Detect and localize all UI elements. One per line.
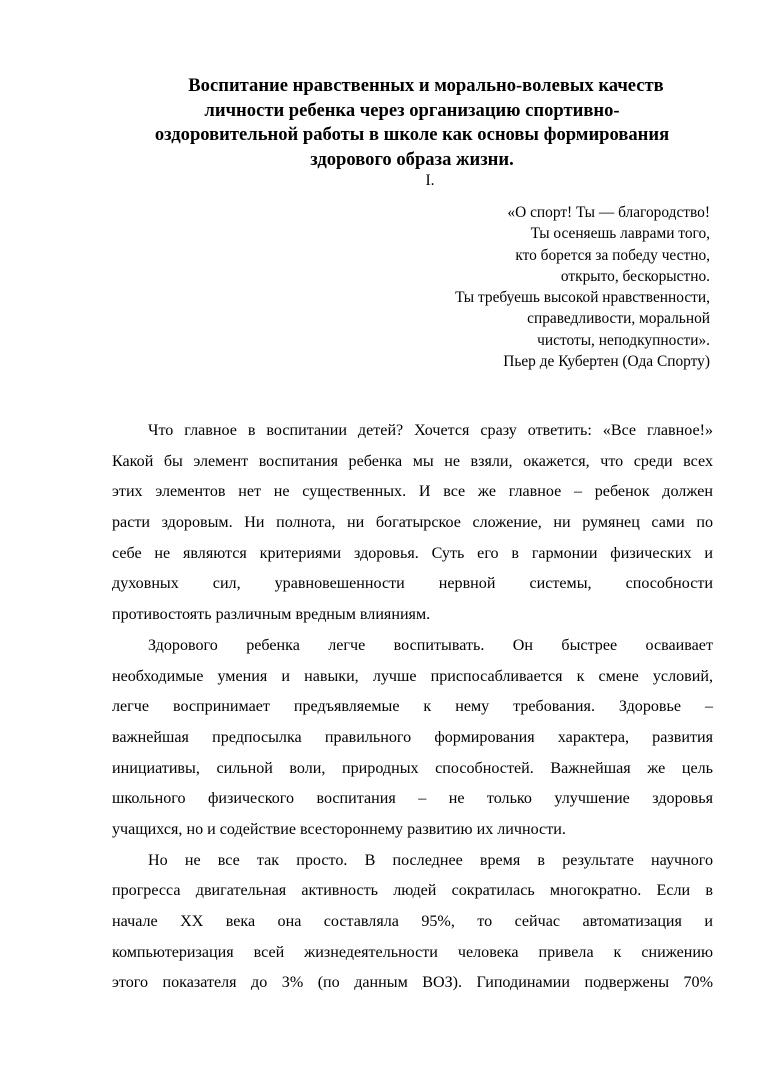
body-text [112, 416, 713, 999]
epigraph-line: открыто, бескорыстно. [560, 267, 710, 285]
text-line: прогресса двигательная активность людей сократилась многократно. Если в [112, 882, 713, 900]
text-line: противостоять различным вредным влияниям. [112, 606, 431, 624]
text-line: компьютеризация всей жизнедеятельности человека привела к снижению [112, 943, 713, 961]
text-line: этого показателя до 3% (по данным ВОЗ). Гиподинамии подвержены 70% [112, 974, 713, 992]
epigraph-line: Ты требуешь высокой нравственности, [455, 289, 710, 307]
text-line: школьного физического воспитания – не только улучшение здоровья [112, 790, 713, 808]
text-line: учащихся, но и содействие всестороннему развитию их личности. [112, 820, 566, 838]
document-title [112, 74, 712, 172]
title-line: личности ребенка через организацию спортивно- [204, 99, 620, 121]
epigraph-line: чистоты, неподкупности». [537, 331, 710, 349]
text-line: Какой бы элемент воспитания ребенка мы не взяли, окажется, что среди всех [112, 452, 713, 470]
epigraph-line: справедливости, моральной [527, 310, 710, 328]
title-line: Воспитание нравственных и морально-волевых качеств [188, 75, 664, 96]
paragraph [112, 846, 713, 999]
text-line: важнейшая предпосылка правильного формирования характера, развития [112, 728, 713, 746]
text-line: Здорового ребенка легче воспитывать. Он быстрее осваивает [148, 636, 713, 654]
epigraph-line: Ты осеняешь лаврами того, [530, 225, 710, 243]
paragraph [112, 631, 713, 846]
text-line: духовных сил, уравновешенности нервной системы, способности [112, 575, 713, 593]
text-line: необходимые умения и навыки, лучше приспосабливается к смене условий, [112, 667, 713, 685]
paragraph [112, 416, 713, 631]
section-number: I. [425, 172, 435, 189]
title-line: оздоровительной работы в школе как основы формирования [154, 124, 670, 145]
text-line: инициативы, сильной воли, природных способностей. Важнейшая же цель [112, 759, 713, 777]
epigraph [360, 202, 710, 372]
text-line: расти здоровым. Ни полнота, ни богатырское сложение, ни румянец сами по [112, 514, 713, 532]
text-line: Что главное в воспитании детей? Хочется сразу ответить: «Все главное!» [148, 422, 713, 439]
title-line: здорового образа жизни. [310, 148, 514, 170]
epigraph-line: «О спорт! Ты — благородство! [507, 204, 710, 221]
epigraph-line: кто борется за победу честно, [515, 246, 710, 264]
text-line: этих элементов нет не существенных. И все же главное – ребенок должен [112, 483, 713, 501]
text-line: себе не являются критериями здоровья. Суть его в гармонии физических и [112, 544, 713, 562]
text-line: начале XX века она составляла 95%, то сейчас автоматизация и [112, 913, 713, 930]
epigraph-author: Пьер де Кубертен (Ода Спорту) [503, 353, 710, 371]
text-line: легче воспринимает предъявляемые к нему требования. Здоровье – [112, 698, 713, 716]
text-line: Но не все так просто. В последнее время в результате научного [148, 851, 713, 869]
